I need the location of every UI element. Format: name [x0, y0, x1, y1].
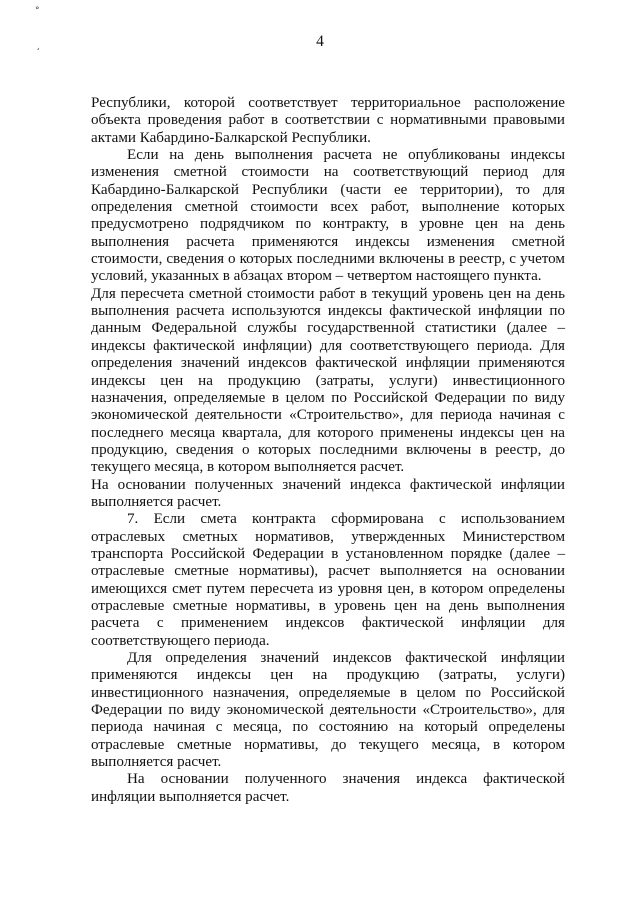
scan-artifact-mark: ° [35, 6, 40, 16]
page-number: 4 [316, 33, 324, 50]
paragraph: Республики, которой соответствует территориальное расположение объекта проведения работ в соответствии с нормативными правовыми актами Кабардино-Балкарской Республики. [91, 95, 565, 146]
document-body [91, 95, 565, 806]
paragraph: Для определения значений индексов фактической инфляции применяются индексы цен на продукцию (затраты, услуги) инвестиционного назначения, определяемые в целом по Российской Федерации по виду экономической деятельности «Строительство», для периода начиная с месяца, по состоянию на который определены отраслевые сметные нормативы, до текущего месяца, в котором выполняется расчет. [91, 650, 565, 771]
paragraph: На основании полученных значений индекса фактической инфляции выполняется расчет. [91, 476, 565, 510]
scan-artifact-mark: ¸ [36, 41, 41, 51]
paragraph: Если на день выполнения расчета не опубликованы индексы изменения сметной стоимости на соответствующий период для Кабардино-Балкарской Республики (части ее территории), то для определения сметной стоимости всех работ, выполнение которых предусмотрено подрядчиком по контракту, в уровне цен на день выполнения расчета применяются индексы изменения сметной стоимости, сведения о которых последними включены в реестр, с учетом условий, указанных в абзацах втором – четвертом настоящего пункта. [91, 147, 565, 285]
paragraph: Для пересчета сметной стоимости работ в текущий уровень цен на день выполнения расчета используются индексы фактической инфляции по данным Федеральной службы государственной статистики (далее – индексы фактической инфляции) для соответствующего периода. Для определения значений индексов фактической инфляции применяются индексы цен на продукцию (затраты, услуги) инвестиционного назначения, определяемые в целом по Российской Федерации по виду экономической деятельности «Строительство», для периода начиная с последнего месяца квартала, для которого применены индексы цен на продукцию, сведения о которых последними включены в реестр, до текущего месяца, в котором выполняется расчет. [91, 285, 565, 476]
paragraph: На основании полученного значения индекса фактической инфляции выполняется расчет. [91, 771, 565, 805]
paragraph-item-7: 7. Если смета контракта сформирована с использованием отраслевых сметных нормативов, утвержденных Министерством транспорта Российской Федерации в установленном порядке (далее – отраслевые сметные нормативы), расчет выполняется на основании имеющихся смет путем пересчета из уровня цен, в котором определены отраслевые сметные нормативы, в уровень цен на день выполнения расчета с применением индексов фактической инфляции для соответствующего периода. [91, 511, 565, 649]
